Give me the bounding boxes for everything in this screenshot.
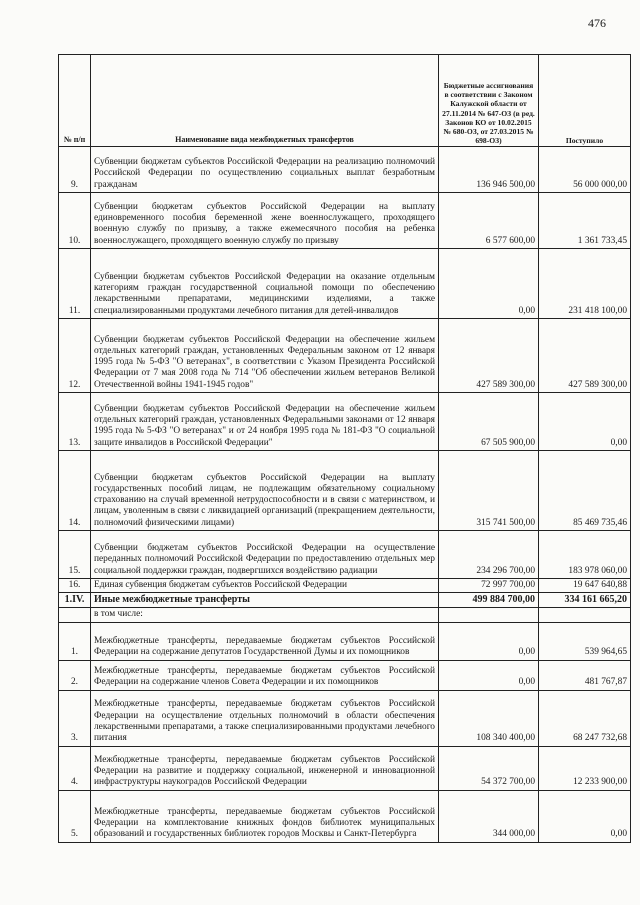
- table-row: [59, 690, 631, 746]
- row-budget: 67 505 900,00: [439, 393, 539, 451]
- row-name: Межбюджетные трансферты, передаваемые бюджетам субъектов Российской Федерации на осуществление отдельных полномочий в области обеспечения лекарственными препаратами, а также специализированными продуктами лечебного питания: [91, 690, 439, 746]
- row-num: 15.: [59, 531, 91, 579]
- row-name: Субвенции бюджетам субъектов Российской Федерации на осуществление переданных полномочий Российской Федерации по предоставлению отдельных мер социальной поддержки граждан, подвергшихся воздействию радиации: [91, 531, 439, 579]
- row-received: 481 767,87: [539, 660, 631, 690]
- table-row: [59, 660, 631, 690]
- row-received: 56 000 000,00: [539, 147, 631, 193]
- row-name: Межбюджетные трансферты, передаваемые бюджетам субъектов Российской Федерации на содержание депутатов Государственной Думы и их помощников: [91, 622, 439, 660]
- transfers-table: [58, 54, 631, 843]
- row-budget: 315 741 500,00: [439, 451, 539, 531]
- row-name: Субвенции бюджетам субъектов Российской Федерации на оказание отдельным категориям граждан государственной социальной помощи по обеспечению лекарственными препаратами, медицинскими изделиями, а также специализированными продуктами лечебного питания для детей-инвалидов: [91, 249, 439, 319]
- table-row: [59, 319, 631, 393]
- table-row: [59, 790, 631, 842]
- row-name: Межбюджетные трансферты, передаваемые бюджетам субъектов Российской Федерации на комплектование книжных фондов библиотек муниципальных образований и государственных библиотек городов Москвы и Санкт-Петербурга: [91, 790, 439, 842]
- row-received: 85 469 735,46: [539, 451, 631, 531]
- row-name: Субвенции бюджетам субъектов Российской Федерации на обеспечение жильем отдельных категорий граждан, установленных Федеральными законами от 12 января 1995 года № 5-ФЗ "О ветеранах" и от 24 ноября 1995 года № 181-ФЗ "О социальной защите инвалидов в Российской Федерации": [91, 393, 439, 451]
- header-num: № п/п: [59, 55, 91, 147]
- table-row: [59, 579, 631, 593]
- row-budget: 0,00: [439, 660, 539, 690]
- row-num: 2.: [59, 660, 91, 690]
- row-received: 12 233 900,00: [539, 746, 631, 790]
- subheading: в том числе:: [91, 608, 439, 622]
- row-received: 539 964,65: [539, 622, 631, 660]
- row-num: 9.: [59, 147, 91, 193]
- page-number: 476: [588, 16, 606, 30]
- row-budget: 136 946 500,00: [439, 147, 539, 193]
- row-num: 3.: [59, 690, 91, 746]
- row-budget: 0,00: [439, 249, 539, 319]
- total-received: 334 161 665,20: [539, 593, 631, 608]
- row-budget: 108 340 400,00: [439, 690, 539, 746]
- row-budget: 6 577 600,00: [439, 193, 539, 249]
- table-row: [59, 193, 631, 249]
- row-received: 0,00: [539, 393, 631, 451]
- row-num: 10.: [59, 193, 91, 249]
- row-name: Межбюджетные трансферты, передаваемые бюджетам субъектов Российской Федерации на развитие и поддержку социальной, инженерной и инновационной инфраструктуры наукоградов Российской Федерации: [91, 746, 439, 790]
- table-row: [59, 147, 631, 193]
- table-row: [59, 451, 631, 531]
- row-num: 1.: [59, 622, 91, 660]
- row-received: 183 978 060,00: [539, 531, 631, 579]
- header-budget: Бюджетные ассигнования в соответствии с Законом Калужской области от 27.11.2014 № 647-ОЗ (в ред. Законов КО от 10.02.2015 № 680-ОЗ, от 27.03.2015 № 698-ОЗ): [439, 55, 539, 147]
- row-num: 16.: [59, 579, 91, 593]
- table-row: [59, 393, 631, 451]
- row-budget: 54 372 700,00: [439, 746, 539, 790]
- row-budget: 427 589 300,00: [439, 319, 539, 393]
- table-row: [59, 622, 631, 660]
- row-received: 1 361 733,45: [539, 193, 631, 249]
- row-name: Единая субвенция бюджетам субъектов Российской Федерации: [91, 579, 439, 593]
- row-num: 4.: [59, 746, 91, 790]
- row-budget: 234 296 700,00: [439, 531, 539, 579]
- total-num: 1.IV.: [59, 593, 91, 608]
- row-received: 68 247 732,68: [539, 690, 631, 746]
- header-received: Поступило: [539, 55, 631, 147]
- header-row: [59, 55, 631, 147]
- total-budget: 499 884 700,00: [439, 593, 539, 608]
- row-num: 12.: [59, 319, 91, 393]
- table-row: [59, 746, 631, 790]
- row-num: 11.: [59, 249, 91, 319]
- row-budget: 0,00: [439, 622, 539, 660]
- row-num: 14.: [59, 451, 91, 531]
- subheading-row: [59, 608, 631, 622]
- total-name: Иные межбюджетные трансферты: [91, 593, 439, 608]
- total-row: [59, 593, 631, 608]
- row-received: 231 418 100,00: [539, 249, 631, 319]
- row-received: 19 647 640,88: [539, 579, 631, 593]
- table-row: [59, 531, 631, 579]
- row-name: Субвенции бюджетам субъектов Российской Федерации на обеспечение жильем отдельных категорий граждан, установленных Федеральным законом от 12 января 1995 года № 5-ФЗ "О ветеранах", в соответствии с Указом Президента Российской Федерации от 7 мая 2008 года № 714 "Об обеспечении жильем ветеранов Великой Отечественной войны 1941-1945 годов": [91, 319, 439, 393]
- header-name: Наименование вида межбюджетных трансфертов: [91, 55, 439, 147]
- row-num: 13.: [59, 393, 91, 451]
- row-name: Межбюджетные трансферты, передаваемые бюджетам субъектов Российской Федерации на содержание членов Совета Федерации и их помощников: [91, 660, 439, 690]
- row-name: Субвенции бюджетам субъектов Российской Федерации на выплату единовременного пособия беременной жене военнослужащего, проходящего военную службу по призыву, а также ежемесячного пособия на ребенка военнослужащего, проходящего военную службу по призыву: [91, 193, 439, 249]
- row-received: 0,00: [539, 790, 631, 842]
- row-num: 5.: [59, 790, 91, 842]
- row-budget: 344 000,00: [439, 790, 539, 842]
- row-name: Субвенции бюджетам субъектов Российской Федерации на выплату государственных пособий лицам, не подлежащим обязательному социальному страхованию на случай временной нетрудоспособности и в связи с материнством, и лицам, уволенным в связи с ликвидацией организаций (прекращением деятельности, полномочий физическими лицами): [91, 451, 439, 531]
- table-row: [59, 249, 631, 319]
- row-received: 427 589 300,00: [539, 319, 631, 393]
- row-name: Субвенции бюджетам субъектов Российской Федерации на реализацию полномочий Российской Федерации по осуществлению социальных выплат безработным гражданам: [91, 147, 439, 193]
- row-budget: 72 997 700,00: [439, 579, 539, 593]
